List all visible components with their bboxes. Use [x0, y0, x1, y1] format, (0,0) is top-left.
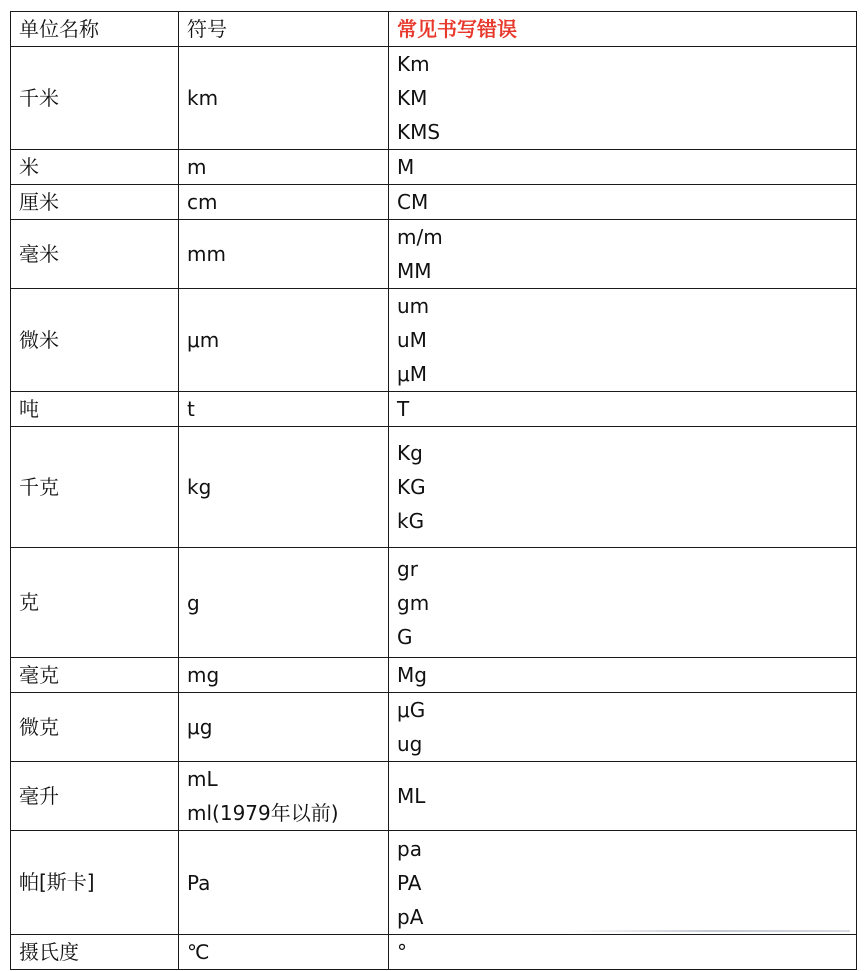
unit-name-cell: 微米	[11, 289, 179, 392]
symbol-cell	[179, 762, 389, 831]
symbol-text: kg	[187, 475, 212, 499]
error-text: KMS	[397, 120, 441, 144]
unit-name-cell: 克	[11, 548, 179, 658]
error-text: Mg	[397, 663, 427, 687]
common-errors-cell	[389, 150, 857, 185]
common-errors-cell	[389, 935, 857, 970]
table-row	[11, 427, 857, 548]
common-errors-cell	[389, 289, 857, 392]
symbol-cell	[179, 427, 389, 548]
error-text: m/m	[397, 225, 443, 249]
symbol-text: g	[187, 590, 200, 615]
unit-name-cell: 帕[斯卡]	[11, 831, 179, 935]
symbol-text: t	[187, 397, 195, 421]
error-text: °	[397, 940, 407, 964]
error-text: ug	[397, 732, 423, 756]
table-row	[11, 47, 857, 150]
table-row	[11, 658, 857, 693]
symbol-cell	[179, 935, 389, 970]
unit-name-cell: 米	[11, 150, 179, 185]
symbol-text: μm	[187, 328, 220, 352]
error-text: Km	[397, 52, 430, 76]
symbol-cell	[179, 693, 389, 762]
symbol-cell	[179, 831, 389, 935]
error-text: KM	[397, 86, 428, 110]
symbol-text: mm	[187, 242, 226, 266]
common-errors-cell	[389, 762, 857, 831]
unit-name-cell: 毫克	[11, 658, 179, 693]
error-text: T	[397, 397, 410, 421]
common-errors-cell	[389, 47, 857, 150]
table-row	[11, 831, 857, 935]
symbol-cell	[179, 220, 389, 289]
error-text: M	[397, 155, 415, 179]
error-text: pA	[397, 904, 424, 929]
units-table	[10, 11, 857, 970]
table-row	[11, 220, 857, 289]
error-text: μM	[397, 362, 427, 386]
error-text: MM	[397, 259, 432, 283]
symbol-text: km	[187, 86, 219, 110]
common-errors-cell	[389, 831, 857, 935]
unit-name-cell: 摄氏度	[11, 935, 179, 970]
unit-name-cell: 微克	[11, 693, 179, 762]
symbol-cell	[179, 289, 389, 392]
table-row	[11, 150, 857, 185]
symbol-text: ℃	[187, 940, 210, 964]
symbol-text: μg	[187, 715, 213, 739]
table-row	[11, 693, 857, 762]
error-text: CM	[397, 190, 429, 214]
unit-name-cell: 千克	[11, 427, 179, 548]
error-text: gm	[397, 590, 430, 615]
table-row	[11, 185, 857, 220]
common-errors-cell	[389, 548, 857, 658]
symbol-text: mL	[187, 767, 218, 791]
symbol-cell	[179, 150, 389, 185]
error-text: G	[397, 624, 413, 649]
symbol-text: m	[187, 155, 207, 179]
table-row	[11, 935, 857, 970]
common-errors-cell	[389, 392, 857, 427]
common-errors-cell	[389, 427, 857, 548]
symbol-text: ml(1979年以前)	[187, 801, 339, 825]
header-unit-name: 单位名称	[11, 12, 179, 47]
table-row	[11, 289, 857, 392]
common-errors-cell	[389, 658, 857, 693]
error-text: pa	[397, 836, 422, 861]
symbol-text: cm	[187, 190, 218, 214]
unit-name-cell: 厘米	[11, 185, 179, 220]
unit-name-cell: 吨	[11, 392, 179, 427]
error-text: kG	[397, 509, 425, 533]
symbol-cell	[179, 47, 389, 150]
error-text: um	[397, 294, 430, 318]
common-errors-cell	[389, 220, 857, 289]
symbol-text: Pa	[187, 870, 211, 895]
symbol-text: mg	[187, 663, 220, 687]
faint-divider	[570, 930, 850, 932]
header-common-errors: 常见书写错误	[389, 12, 857, 47]
error-text: KG	[397, 475, 426, 499]
error-text: Kg	[397, 441, 423, 465]
error-text: gr	[397, 556, 418, 581]
symbol-cell	[179, 185, 389, 220]
table-row	[11, 392, 857, 427]
unit-name-cell: 毫米	[11, 220, 179, 289]
symbol-cell	[179, 548, 389, 658]
error-text: PA	[397, 870, 422, 895]
error-text: μG	[397, 698, 426, 722]
table-row	[11, 762, 857, 831]
unit-name-cell: 毫升	[11, 762, 179, 831]
common-errors-cell	[389, 185, 857, 220]
error-text: ML	[397, 784, 426, 808]
error-text: uM	[397, 328, 427, 352]
common-errors-cell	[389, 693, 857, 762]
symbol-cell	[179, 658, 389, 693]
table-row	[11, 548, 857, 658]
symbol-cell	[179, 392, 389, 427]
unit-name-cell: 千米	[11, 47, 179, 150]
header-symbol: 符号	[179, 12, 389, 47]
header-row	[11, 12, 857, 47]
table-body	[11, 47, 857, 970]
